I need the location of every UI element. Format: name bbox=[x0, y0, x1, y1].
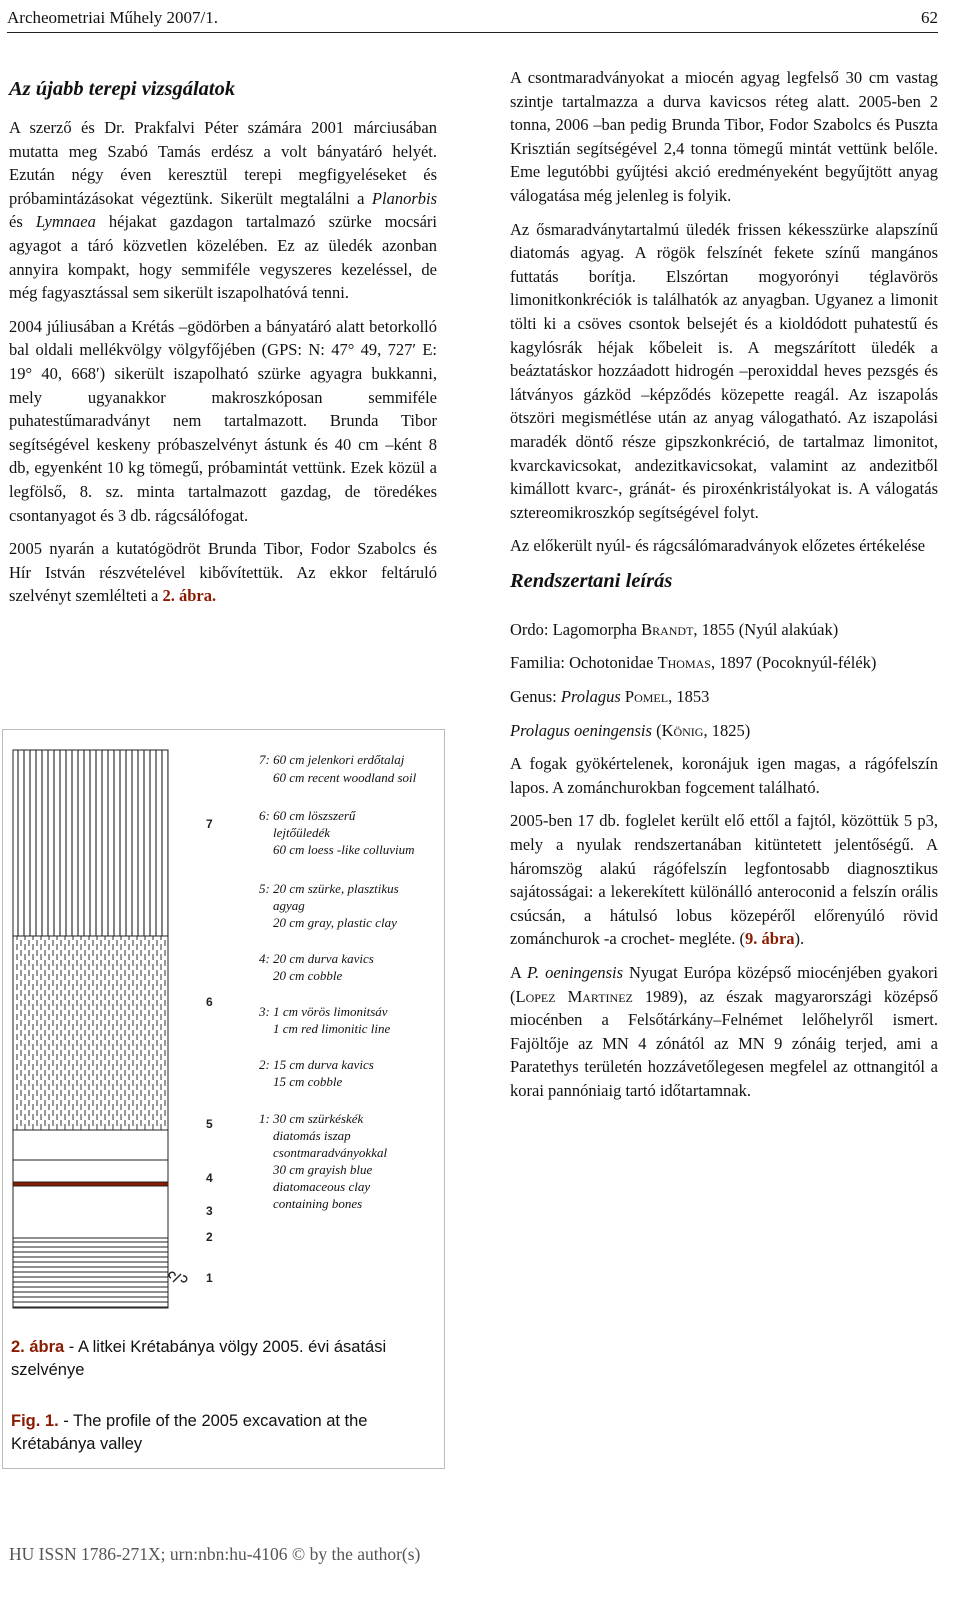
layer-label: 3: 1 cm vörös limonitsáv bbox=[259, 1004, 388, 1019]
layer-label: 1: 30 cm szürkéskék bbox=[259, 1111, 364, 1126]
layer-label: 6: 60 cm löszszerű bbox=[259, 808, 356, 823]
layer-label: 4: 20 cm durva kavics bbox=[259, 951, 374, 966]
layer-label: 60 cm recent woodland soil bbox=[273, 770, 417, 785]
layer-label: 20 cm cobble bbox=[273, 968, 343, 983]
layer-label: lejtőüledék bbox=[273, 825, 331, 840]
paragraph: Az ősmaradványtartalmú üledék frissen kékesszürke alapszínű diatomás agyag. A rögök felszínét fekete színű mangános futtatás borítja. Elszórtan mogyorónyi téglavörös limonitkonkréciók is találhatók az anyagban. Ugyanez a limonit tölti ki a csöves csontok belsejét és a kioldódott puhatestű és kagylósrák héjak kőbeleit is. A megszárított üledék a beáztatáskor hozzáadott hidrogén –peroxiddal heves pezsgés és látványos gázköd –képződés közepette reagál. Az iszapolás ötszöri megismétlése után az anyag válogatható. Az iszapolási maradék döntő része gipszkonkréció, de tartalmaz limonitot, kvarckavicsokat, andezitkavicsokat, valamint az andezitből kimállott kvarc-, gránát- és piroxénkristályokat is. A válogatás sztereomikroszkóp segítségével folyt. bbox=[510, 219, 938, 522]
paragraph: A csontmaradványokat a miocén agyag legfelső 30 cm vastag szintje tartalmazza a durva kavicsos réteg alatt. 2005-ben 2 tonna, 2006 –ban pedig Brunda Tibor, Fodor Szabolcs és Puszta Krisztián segítségével 2,4 tonna tömegű mintát vettünk belőle. Eme legutóbbi gyűjtési akció eredményeként begyűjtött anyag válogatása még jelenleg is folyik. bbox=[510, 68, 938, 205]
layer-label: 7: 60 cm jelenkori erdőtalaj bbox=[259, 752, 405, 767]
layer-number: 6 bbox=[206, 995, 213, 1009]
figure-reference[interactable]: 9. ábra bbox=[745, 929, 795, 949]
layer-label: agyag bbox=[273, 898, 305, 913]
section-heading: Az újabb terepi vizsgálatok bbox=[9, 78, 236, 100]
layer-number: 3 bbox=[206, 1204, 213, 1218]
paragraph: A fogak gyökértelenek, koronájuk igen magas, a rágófelszín lapos. A zománchurokban fogcement található. bbox=[510, 754, 938, 797]
layer-label: 15 cm cobble bbox=[273, 1074, 343, 1089]
bone-icon bbox=[169, 1272, 187, 1282]
paragraph: Az előkerült nyúl- és rágcsálómaradványok előzetes értékelése bbox=[510, 536, 926, 556]
layer-label: 1 cm red limonitic line bbox=[273, 1021, 391, 1036]
paragraph: A P. oeningensis Nyugat Európa középső miocénjében gyakori (Lopez Martinez 1989), az észak magyarországi középső miocénben a Felsőtárkány–Felnémet lelőhelyről ismert. Fajöltője az MN 4 zónától az MN 9 zónáig terjed, ami a Paratethys területén hozzávetőlegesen megfelel az ottnangitól a korai pannóniaig tartó időtartamnak. bbox=[510, 963, 938, 1100]
profile-diagram bbox=[3, 730, 444, 1330]
layer-number: 1 bbox=[206, 1271, 213, 1285]
layer-label: diatomaceous clay bbox=[273, 1179, 371, 1194]
layer-label: 60 cm loess -like colluvium bbox=[273, 842, 415, 857]
section-heading: Rendszertani leírás bbox=[510, 569, 673, 592]
paragraph: A szerző és Dr. Prakfalvi Péter számára 2001 márciusában mutatta meg Szabó Tamás erdész a volt bányatáró helyét. Ezután négy éven keresztül terepi megfigyeléseket és próbamintázásokat végeztünk. Sikerült megtalálni a Planorbis és Lymnaea héjakat gazdagon tartalmazó szürke mocsári agyagot a táró közvetlen közelében. Ez az üledék azonban annyira kompakt, hogy semmiféle vegyszeres kezeléssel, de még fagyasztással sem sikerült iszapolhatóvá tenni. bbox=[9, 118, 437, 303]
taxon-species: Prolagus oeningensis (König, 1825) bbox=[510, 720, 751, 740]
taxon-familia: Familia: Ochotonidae Thomas, 1897 (Pocoknyúl-félék) bbox=[510, 653, 877, 673]
layer-label: 5: 20 cm szürke, plasztikus bbox=[259, 881, 399, 896]
layer-number: 5 bbox=[206, 1117, 213, 1131]
right-column bbox=[510, 66, 938, 1113]
taxon-ordo: Ordo: Lagomorpha Brandt, 1855 (Nyúl alakúak) bbox=[510, 619, 839, 639]
layer-label: 30 cm grayish blue bbox=[273, 1162, 373, 1177]
layer-label: 2: 15 cm durva kavics bbox=[259, 1057, 374, 1072]
paragraph: 2005-ben 17 db. foglelet került elő ettől a fajtól, közöttük 5 p3, mely a nyulak rendszertanában kitüntetett jelentőségű. A háromszög alakú rágófelszín legfontosabb diagnosztikus sajátosságai: a lekerekített különálló anteroconid a felszín orális csúcsán, a hátulsó lobus közepéről előrenyúló rövid zománchurok -a crochet- megléte. (9. ábra). bbox=[510, 811, 938, 949]
page-header bbox=[7, 4, 938, 33]
left-column bbox=[9, 66, 437, 618]
journal-title: Archeometriai Műhely 2007/1. bbox=[7, 8, 219, 27]
layer-number: 2 bbox=[206, 1230, 213, 1244]
layer-label: diatomás iszap bbox=[273, 1128, 351, 1143]
caption-hu: 2. ábra - A litkei Krétabánya völgy 2005. évi ásatási szelvénye bbox=[11, 1338, 387, 1379]
caption-en: Fig. 1. - The profile of the 2005 excavation at the Krétabánya valley bbox=[11, 1412, 368, 1453]
taxon-genus: Genus: Prolagus Pomel, 1853 bbox=[510, 687, 710, 707]
footer-issn: HU ISSN 1786-271X; urn:nbn:hu-4106 © by the author(s) bbox=[9, 1544, 421, 1564]
paragraph: 2005 nyarán a kutatógödröt Brunda Tibor, Fodor Szabolcs és Hír István részvételével kibővítettük. Az ekkor feltáruló szelvényt szemlélteti a 2. ábra. bbox=[9, 539, 437, 606]
layer-number: 4 bbox=[206, 1171, 213, 1185]
page-number: 62 bbox=[921, 8, 938, 27]
figure-reference[interactable]: 2. ábra. bbox=[162, 586, 217, 606]
layer-label: containing bones bbox=[273, 1196, 363, 1211]
paragraph: 2004 júliusában a Krétás –gödörben a bányatáró alatt betorkolló bal oldali mellékvölgy völgyfőjében (GPS: N: 47° 49, 727′ E: 19° 40, 668′) sikerült iszapolható szürke agyagra bukkanni, mely ugyanakkor makroszkóposan semmiféle puhatestűmaradványt nem tartalmazott. Brunda Tibor segítségével keskeny próbaszelvényt ástunk és 40 cm –ként 8 db, egyenként 10 kg tömegű, próbamintát vettünk. Ezek közül a legfölső, 8. sz. minta tartalmazott gazdag, de töredékes csontanyagot és 3 db. rágcsálófogat. bbox=[9, 316, 437, 525]
figure-2 bbox=[2, 729, 445, 1469]
layer-number: 7 bbox=[206, 817, 213, 831]
layer-label: 20 cm gray, plastic clay bbox=[273, 915, 397, 930]
layer-label: csontmaradványokkal bbox=[273, 1145, 388, 1160]
